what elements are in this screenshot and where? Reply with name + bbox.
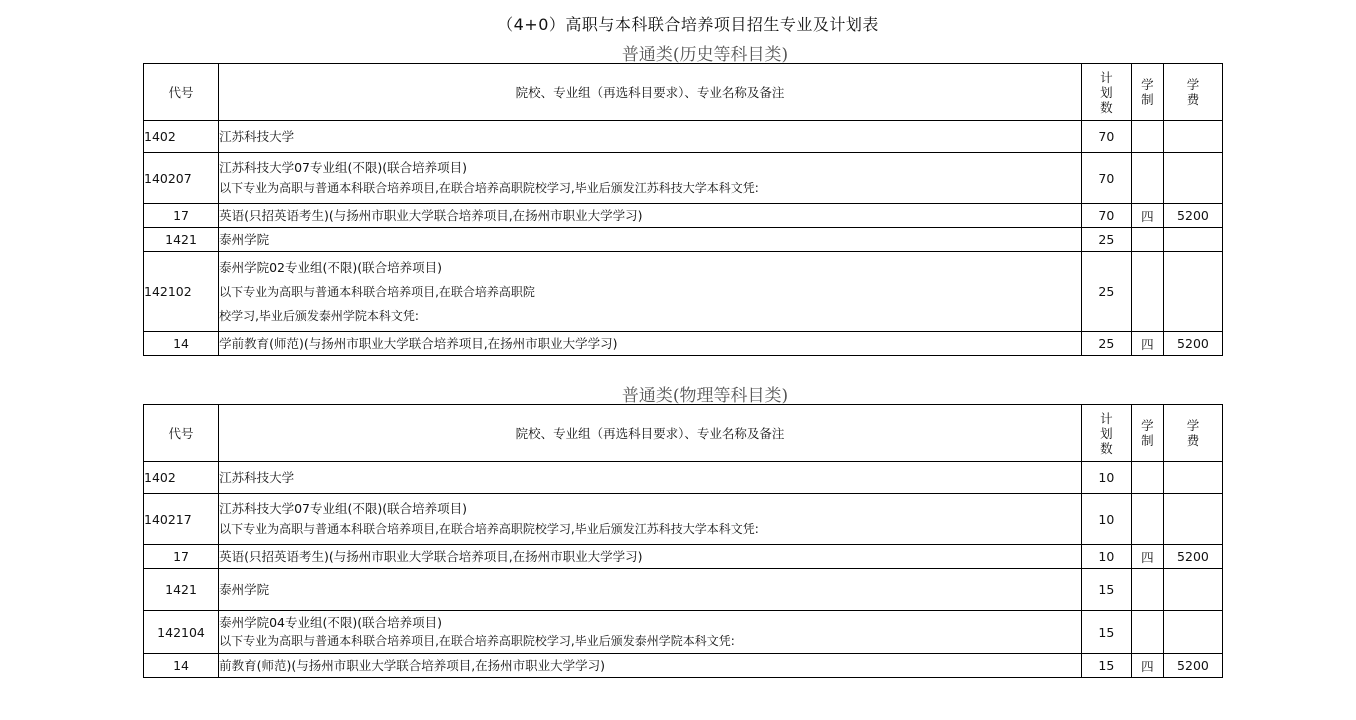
row-plan: 15 [1081, 611, 1131, 654]
row-length [1131, 121, 1163, 153]
plan-table-history [143, 63, 1223, 356]
header-length-char: 制 [1141, 92, 1154, 107]
plan-table-physics [143, 404, 1223, 678]
table-row [144, 228, 1223, 252]
row-plan: 70 [1081, 121, 1131, 153]
row-fee [1163, 121, 1222, 153]
row-fee [1163, 569, 1222, 611]
row-code: 14 [144, 654, 219, 678]
row-name: 泰州学院02专业组(不限)(联合培养项目) 以下专业为高职与普通本科联合培养项目,在联合培养高职院 校学习,毕业后颁发泰州学院本科文凭: [219, 252, 1082, 332]
table-row [144, 252, 1223, 332]
row-fee: 5200 [1163, 545, 1222, 569]
row-plan: 25 [1081, 332, 1131, 356]
row-name: 前教育(师范)(与扬州市职业大学联合培养项目,在扬州市职业大学学习) [219, 654, 1082, 678]
section-title-physics: 普通类(物理等科目类) [621, 386, 789, 406]
table-row [144, 654, 1223, 678]
row-name: 江苏科技大学 [219, 121, 1082, 153]
row-name: 江苏科技大学 [219, 462, 1082, 494]
header-plan-char: 数 [1100, 440, 1113, 456]
row-fee [1163, 228, 1222, 252]
row-code: 1421 [144, 228, 219, 252]
row-code: 1402 [144, 462, 219, 494]
row-fee: 5200 [1163, 654, 1222, 678]
row-code: 142104 [144, 611, 219, 654]
row-length [1131, 611, 1163, 654]
row-fee [1163, 494, 1222, 545]
header-plan [1081, 64, 1131, 121]
row-fee [1163, 252, 1222, 332]
row-plan: 70 [1081, 153, 1131, 204]
row-plan: 10 [1081, 494, 1131, 545]
row-code: 142102 [144, 252, 219, 332]
header-plan-char: 计 [1100, 69, 1113, 85]
table-header-row [144, 405, 1223, 462]
header-fee-char: 学 [1186, 418, 1200, 433]
row-name: 泰州学院04专业组(不限)(联合培养项目) 以下专业为高职与普通本科联合培养项目,在联合培养高职院校学习,毕业后颁发泰州学院本科文凭: [219, 611, 1082, 654]
row-plan: 15 [1081, 569, 1131, 611]
row-code: 140207 [144, 153, 219, 204]
row-code: 1402 [144, 121, 219, 153]
page-title: （4+0）高职与本科联合培养项目招生专业及计划表 [497, 15, 879, 34]
row-name: 江苏科技大学07专业组(不限)(联合培养项目) 以下专业为高职与普通本科联合培养项目,在联合培养高职院校学习,毕业后颁发江苏科技大学本科文凭: [219, 153, 1082, 204]
row-fee [1163, 462, 1222, 494]
row-plan: 25 [1081, 228, 1131, 252]
header-code: 代号 [144, 64, 219, 121]
section-title-history: 普通类(历史等科目类) [621, 45, 789, 65]
row-length [1131, 494, 1163, 545]
header-plan-char: 数 [1100, 99, 1113, 115]
header-length-char: 制 [1141, 433, 1154, 448]
header-fee [1163, 405, 1222, 462]
table-row [144, 462, 1223, 494]
header-fee-char: 学 [1186, 77, 1200, 92]
row-length: 四 [1131, 332, 1163, 356]
header-name: 院校、专业组（再选科目要求）、专业名称及备注 [219, 405, 1082, 462]
row-fee [1163, 611, 1222, 654]
header-length-char: 学 [1141, 77, 1154, 92]
table-row [144, 153, 1223, 204]
row-length [1131, 228, 1163, 252]
row-name: 泰州学院 [219, 228, 1082, 252]
row-name: 英语(只招英语考生)(与扬州市职业大学联合培养项目,在扬州市职业大学学习) [219, 545, 1082, 569]
header-plan-char: 计 [1100, 410, 1113, 426]
row-fee [1163, 153, 1222, 204]
table-row [144, 545, 1223, 569]
row-length [1131, 462, 1163, 494]
row-code: 140217 [144, 494, 219, 545]
row-fee: 5200 [1163, 332, 1222, 356]
row-name: 学前教育(师范)(与扬州市职业大学联合培养项目,在扬州市职业大学学习) [219, 332, 1082, 356]
header-plan [1081, 405, 1131, 462]
header-name: 院校、专业组（再选科目要求）、专业名称及备注 [219, 64, 1082, 121]
table-row [144, 569, 1223, 611]
table-row [144, 611, 1223, 654]
header-fee [1163, 64, 1222, 121]
row-code: 1421 [144, 569, 219, 611]
row-length [1131, 252, 1163, 332]
header-length [1131, 64, 1163, 121]
row-plan: 25 [1081, 252, 1131, 332]
row-plan: 10 [1081, 462, 1131, 494]
row-name: 英语(只招英语考生)(与扬州市职业大学联合培养项目,在扬州市职业大学学习) [219, 204, 1082, 228]
row-length [1131, 569, 1163, 611]
table-row [144, 204, 1223, 228]
header-plan-char: 划 [1100, 425, 1113, 441]
row-name: 泰州学院 [219, 569, 1082, 611]
header-length-char: 学 [1141, 418, 1154, 433]
header-fee-char: 费 [1186, 433, 1200, 448]
header-fee-char: 费 [1186, 92, 1200, 107]
row-length [1131, 153, 1163, 204]
header-code: 代号 [144, 405, 219, 462]
row-code: 17 [144, 545, 219, 569]
row-length: 四 [1131, 654, 1163, 678]
row-plan: 70 [1081, 204, 1131, 228]
row-fee: 5200 [1163, 204, 1222, 228]
row-length: 四 [1131, 545, 1163, 569]
table-row [144, 494, 1223, 545]
row-plan: 15 [1081, 654, 1131, 678]
row-name: 江苏科技大学07专业组(不限)(联合培养项目) 以下专业为高职与普通本科联合培养项目,在联合培养高职院校学习,毕业后颁发江苏科技大学本科文凭: [219, 494, 1082, 545]
table-row [144, 332, 1223, 356]
row-code: 17 [144, 204, 219, 228]
table-header-row [144, 64, 1223, 121]
row-code: 14 [144, 332, 219, 356]
row-plan: 10 [1081, 545, 1131, 569]
header-plan-char: 划 [1100, 84, 1113, 100]
row-length: 四 [1131, 204, 1163, 228]
header-length [1131, 405, 1163, 462]
table-row [144, 121, 1223, 153]
